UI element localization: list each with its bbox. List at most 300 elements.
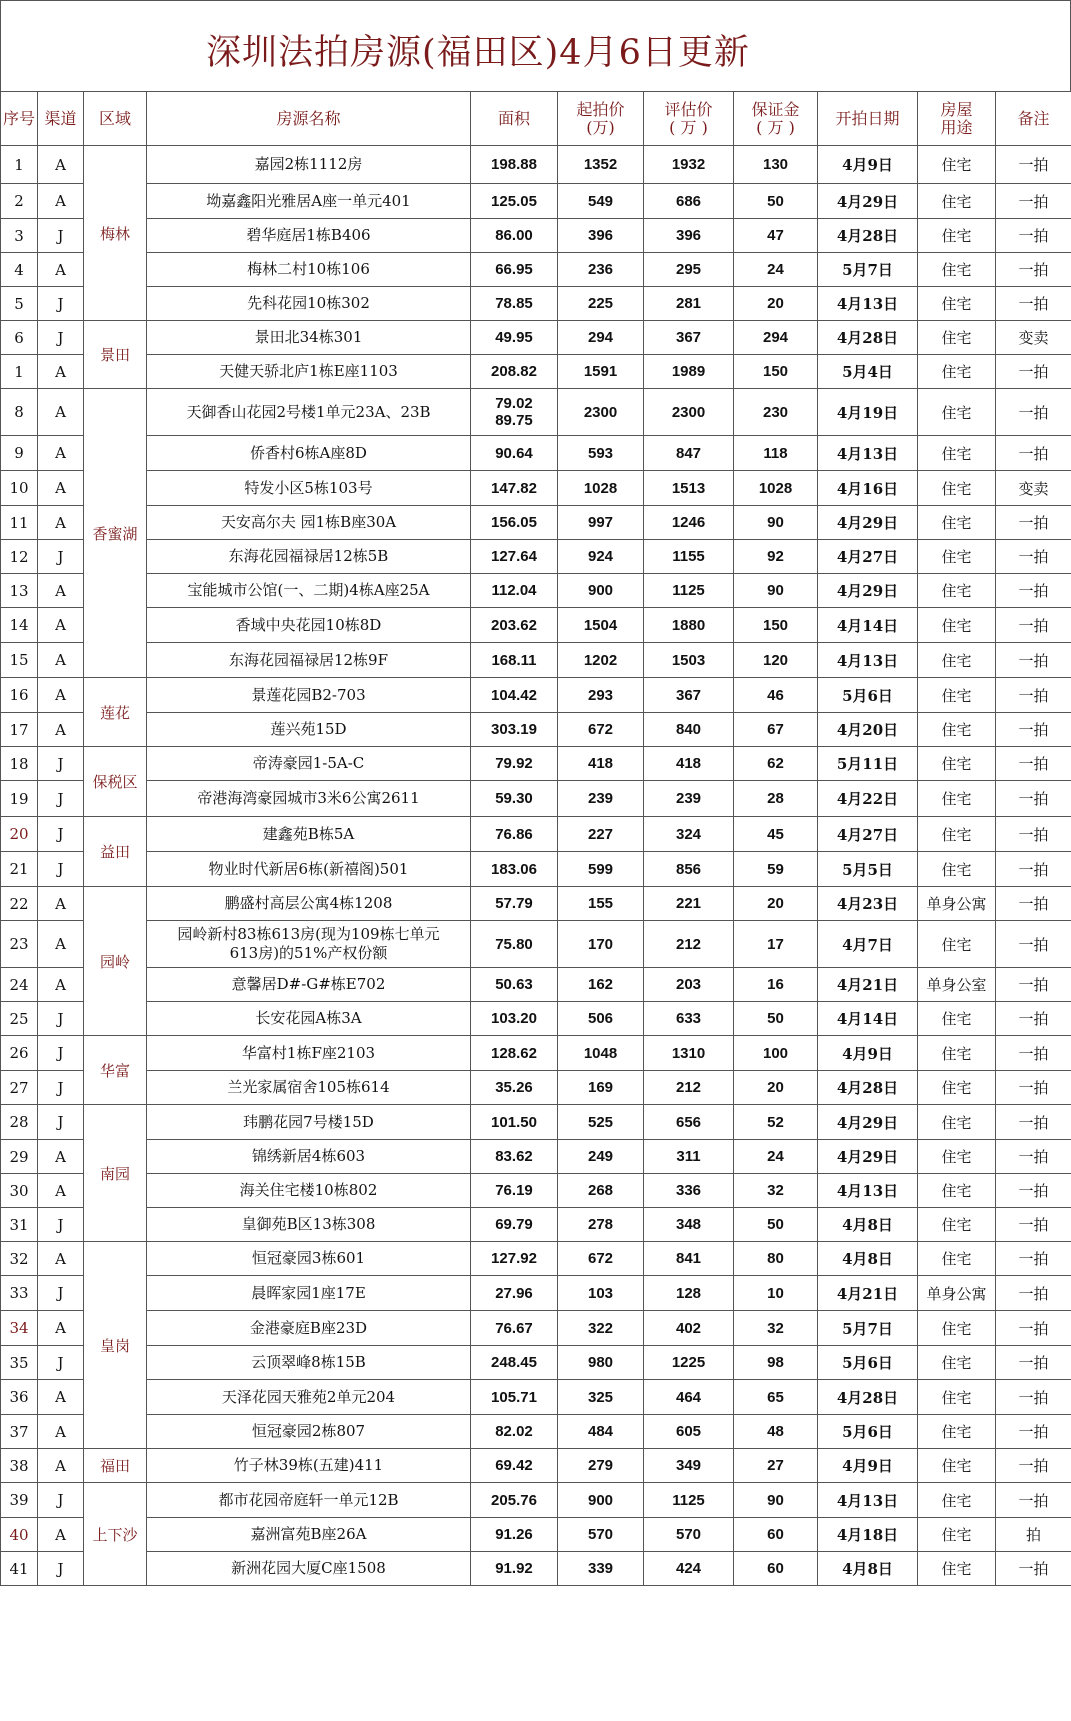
row-deposit: 130: [734, 146, 818, 184]
row-area: [471, 678, 558, 713]
row-index: 23: [1, 921, 38, 968]
row-area: [471, 574, 558, 608]
row-appraisal: 1125: [644, 574, 734, 608]
listing-body: [1, 146, 1071, 1586]
table-row: [1, 1483, 1071, 1518]
row-usage: 住宅: [918, 852, 996, 887]
row-start-price: 570: [558, 1518, 644, 1552]
row-area: [471, 1415, 558, 1449]
table-row: [1, 747, 1071, 781]
row-index: 16: [1, 678, 38, 713]
property-name-line: 华富村1栋F座2103: [241, 1043, 376, 1062]
row-appraisal: 221: [644, 887, 734, 921]
row-deposit: 118: [734, 436, 818, 471]
area-value: 105.71: [491, 1388, 537, 1406]
property-name-line: 晨晖家园1座17E: [251, 1283, 366, 1302]
row-area: [471, 887, 558, 921]
row-appraisal: 349: [644, 1449, 734, 1483]
table-row: [1, 887, 1071, 921]
row-appraisal: 686: [644, 184, 734, 219]
row-deposit: 50: [734, 184, 818, 219]
row-channel: J: [38, 1483, 84, 1518]
row-area: [471, 1036, 558, 1071]
header-deposit: [734, 92, 818, 146]
row-auction-date: 4月19日: [818, 389, 918, 436]
row-area: [471, 1449, 558, 1483]
row-auction-date: 4月23日: [818, 887, 918, 921]
row-index: 17: [1, 713, 38, 747]
row-area: [471, 921, 558, 968]
row-property-name: [147, 321, 471, 355]
table-row: [1, 219, 1071, 253]
row-auction-date: 4月7日: [818, 921, 918, 968]
row-note: 一拍: [996, 747, 1071, 781]
row-deposit: 120: [734, 643, 818, 678]
row-index: 2: [1, 184, 38, 219]
area-value: 76.19: [495, 1182, 533, 1199]
area-value: 103.20: [491, 1010, 537, 1027]
row-property-name: [147, 540, 471, 574]
row-deposit: 80: [734, 1242, 818, 1276]
area-value: 83.62: [495, 1148, 533, 1165]
row-deposit: 28: [734, 781, 818, 817]
row-usage: 住宅: [918, 1071, 996, 1105]
row-note: 一拍: [996, 506, 1071, 540]
row-start-price: 322: [558, 1311, 644, 1346]
row-start-price: 396: [558, 219, 644, 253]
row-index: 4: [1, 253, 38, 287]
area-value: 127.64: [491, 548, 537, 565]
property-name-line: 宝能城市公馆(一、二期)4栋A座25A: [187, 581, 430, 599]
row-property-name: [147, 1002, 471, 1036]
row-channel: A: [38, 506, 84, 540]
row-auction-date: 4月29日: [818, 184, 918, 219]
row-area: [471, 1380, 558, 1415]
row-property-name: [147, 253, 471, 287]
row-start-price: 239: [558, 781, 644, 817]
property-name-line: 天御香山花园2号楼1单元23A、23B: [186, 402, 431, 421]
row-appraisal: 656: [644, 1105, 734, 1140]
district-cell: 香蜜湖: [84, 389, 147, 678]
row-area: [471, 1174, 558, 1208]
row-auction-date: 4月8日: [818, 1552, 918, 1586]
row-index: 26: [1, 1036, 38, 1071]
row-channel: A: [38, 713, 84, 747]
property-name-line: 先科花园10栋302: [247, 294, 370, 312]
property-name-line: 莲兴苑15D: [270, 720, 347, 738]
area-value: 90.64: [495, 444, 533, 462]
row-channel: J: [38, 219, 84, 253]
row-note: 一拍: [996, 146, 1071, 184]
row-area: [471, 506, 558, 540]
row-start-price: 279: [558, 1449, 644, 1483]
table-row: [1, 608, 1071, 643]
row-deposit: 48: [734, 1415, 818, 1449]
row-start-price: 249: [558, 1140, 644, 1174]
row-appraisal: 841: [644, 1242, 734, 1276]
row-auction-date: 4月9日: [818, 1449, 918, 1483]
property-name-line: 兰光家属宿舍105栋614: [227, 1078, 390, 1096]
row-appraisal: 295: [644, 253, 734, 287]
district-cell: 华富: [84, 1036, 147, 1105]
property-name-line: 意馨居D#-G#栋E702: [231, 975, 386, 993]
row-usage: 住宅: [918, 1415, 996, 1449]
row-usage: 住宅: [918, 506, 996, 540]
row-note: 一拍: [996, 1552, 1071, 1586]
row-property-name: [147, 1208, 471, 1242]
row-channel: J: [38, 1276, 84, 1311]
header-name: 房源名称: [147, 92, 471, 146]
row-auction-date: 5月7日: [818, 1311, 918, 1346]
row-note: 变卖: [996, 321, 1071, 355]
header-deposit-line2: ( 万 ): [756, 117, 795, 137]
row-auction-date: 4月22日: [818, 781, 918, 817]
row-auction-date: 4月14日: [818, 1002, 918, 1036]
row-index: 33: [1, 1276, 38, 1311]
row-area: [471, 1242, 558, 1276]
row-start-price: 900: [558, 1483, 644, 1518]
header-row: [1, 92, 1071, 146]
property-name-line: 玮鹏花园7号楼15D: [243, 1112, 374, 1131]
row-index: 34: [1, 1311, 38, 1346]
row-deposit: 20: [734, 1071, 818, 1105]
row-appraisal: 605: [644, 1415, 734, 1449]
row-note: 一拍: [996, 1380, 1071, 1415]
row-appraisal: 212: [644, 921, 734, 968]
district-cell: 园岭: [84, 887, 147, 1036]
row-property-name: [147, 1036, 471, 1071]
row-property-name: [147, 1276, 471, 1311]
area-value: 168.11: [491, 651, 537, 669]
row-channel: A: [38, 1174, 84, 1208]
row-start-price: 900: [558, 574, 644, 608]
row-usage: 住宅: [918, 540, 996, 574]
row-channel: J: [38, 1105, 84, 1140]
row-usage: 单身公寓: [918, 1276, 996, 1311]
row-start-price: 1202: [558, 643, 644, 678]
row-channel: A: [38, 921, 84, 968]
row-note: 一拍: [996, 1346, 1071, 1380]
title-bar: [0, 0, 1071, 91]
district-cell: 梅林: [84, 146, 147, 321]
row-appraisal: 1513: [644, 471, 734, 506]
row-deposit: 20: [734, 287, 818, 321]
row-start-price: 170: [558, 921, 644, 968]
table-row: [1, 1002, 1071, 1036]
row-index: 24: [1, 968, 38, 1002]
row-channel: J: [38, 817, 84, 852]
row-usage: 住宅: [918, 1346, 996, 1380]
row-index: 32: [1, 1242, 38, 1276]
row-area: [471, 287, 558, 321]
row-usage: 住宅: [918, 436, 996, 471]
row-channel: A: [38, 253, 84, 287]
table-row: [1, 678, 1071, 713]
row-deposit: 90: [734, 506, 818, 540]
row-auction-date: 4月8日: [818, 1208, 918, 1242]
row-appraisal: 424: [644, 1552, 734, 1586]
row-channel: A: [38, 1242, 84, 1276]
area-value: 91.92: [495, 1560, 533, 1577]
row-index: 11: [1, 506, 38, 540]
row-appraisal: 324: [644, 817, 734, 852]
row-property-name: [147, 1140, 471, 1174]
row-deposit: 1028: [734, 471, 818, 506]
table-row: [1, 146, 1071, 184]
row-channel: A: [38, 1311, 84, 1346]
row-index: 19: [1, 781, 38, 817]
property-name-line: 新洲花园大厦C座1508: [231, 1559, 386, 1577]
row-index: 40: [1, 1518, 38, 1552]
row-appraisal: 212: [644, 1071, 734, 1105]
row-deposit: 10: [734, 1276, 818, 1311]
row-auction-date: 4月14日: [818, 608, 918, 643]
row-channel: A: [38, 643, 84, 678]
row-area: [471, 1346, 558, 1380]
row-start-price: 980: [558, 1346, 644, 1380]
row-area: [471, 747, 558, 781]
row-note: 一拍: [996, 1174, 1071, 1208]
row-index: 14: [1, 608, 38, 643]
row-appraisal: 396: [644, 219, 734, 253]
row-start-price: 599: [558, 852, 644, 887]
property-name-line: 侨香村6栋A座8D: [250, 443, 367, 462]
row-channel: A: [38, 146, 84, 184]
area-value: 35.26: [495, 1079, 533, 1096]
area-value: 76.67: [495, 1319, 533, 1337]
row-auction-date: 4月16日: [818, 471, 918, 506]
header-channel: 渠道: [38, 92, 84, 146]
area-value: 49.95: [495, 329, 533, 346]
listing-table: [0, 91, 1071, 1586]
row-appraisal: 847: [644, 436, 734, 471]
row-property-name: [147, 1346, 471, 1380]
area-value: 104.42: [491, 686, 537, 704]
table-row: [1, 471, 1071, 506]
property-name-line: 景莲花园B2-703: [251, 685, 366, 704]
row-usage: 住宅: [918, 1311, 996, 1346]
table-row: [1, 781, 1071, 817]
row-usage: 住宅: [918, 1518, 996, 1552]
row-auction-date: 4月29日: [818, 506, 918, 540]
header-appraisal-line2: ( 万 ): [669, 117, 708, 137]
row-usage: 住宅: [918, 1242, 996, 1276]
row-deposit: 60: [734, 1518, 818, 1552]
row-start-price: 672: [558, 1242, 644, 1276]
header-district: 区域: [84, 92, 147, 146]
row-deposit: 45: [734, 817, 818, 852]
row-deposit: 67: [734, 713, 818, 747]
property-name-line: 嘉园2栋1112房: [254, 155, 363, 173]
row-index: 3: [1, 219, 38, 253]
row-deposit: 17: [734, 921, 818, 968]
row-note: 拍: [996, 1518, 1071, 1552]
row-index: 5: [1, 287, 38, 321]
row-area: [471, 1071, 558, 1105]
row-note: 一拍: [996, 1483, 1071, 1518]
area-value: 79.92: [495, 755, 533, 772]
row-index: 30: [1, 1174, 38, 1208]
row-property-name: [147, 608, 471, 643]
row-index: 1: [1, 146, 38, 184]
table-row: [1, 389, 1071, 436]
row-channel: J: [38, 321, 84, 355]
property-name-line: 东海花园福禄居12栋9F: [228, 650, 389, 669]
row-deposit: 27: [734, 1449, 818, 1483]
property-name-line: 都市花园帝庭轩一单元12B: [218, 1490, 399, 1509]
table-row: [1, 921, 1071, 968]
header-appraisal-line1: 评估价: [664, 99, 713, 119]
row-area: [471, 184, 558, 219]
row-index: 8: [1, 389, 38, 436]
row-auction-date: 4月13日: [818, 436, 918, 471]
property-name-line: 天安高尔夫 园1栋B座30A: [220, 513, 397, 531]
row-property-name: [147, 678, 471, 713]
row-note: 一拍: [996, 1311, 1071, 1346]
row-property-name: [147, 287, 471, 321]
row-appraisal: 402: [644, 1311, 734, 1346]
row-note: 一拍: [996, 713, 1071, 747]
row-start-price: 225: [558, 287, 644, 321]
row-auction-date: 4月9日: [818, 146, 918, 184]
table-row: [1, 321, 1071, 355]
row-start-price: 103: [558, 1276, 644, 1311]
table-row: [1, 574, 1071, 608]
row-appraisal: 418: [644, 747, 734, 781]
row-index: 18: [1, 747, 38, 781]
row-area: [471, 968, 558, 1002]
row-area: [471, 253, 558, 287]
row-note: 一拍: [996, 1071, 1071, 1105]
row-deposit: 20: [734, 887, 818, 921]
row-channel: A: [38, 608, 84, 643]
row-auction-date: 4月20日: [818, 713, 918, 747]
row-start-price: 1028: [558, 471, 644, 506]
row-property-name: [147, 781, 471, 817]
property-name-line: 锦绣新居4栋603: [251, 1147, 366, 1165]
row-start-price: 484: [558, 1415, 644, 1449]
row-property-name: [147, 146, 471, 184]
district-cell: 上下沙: [84, 1483, 147, 1586]
row-note: 一拍: [996, 1140, 1071, 1174]
row-start-price: 1048: [558, 1036, 644, 1071]
row-start-price: 2300: [558, 389, 644, 436]
table-row: [1, 1380, 1071, 1415]
row-property-name: [147, 1449, 471, 1483]
table-row: [1, 1174, 1071, 1208]
row-auction-date: 4月13日: [818, 287, 918, 321]
row-usage: 住宅: [918, 1140, 996, 1174]
row-usage: 住宅: [918, 781, 996, 817]
property-name-line: 云顶翠峰8栋15B: [251, 1353, 366, 1371]
row-channel: A: [38, 355, 84, 389]
row-auction-date: 4月13日: [818, 1483, 918, 1518]
row-area: [471, 713, 558, 747]
row-note: 一拍: [996, 1449, 1071, 1483]
row-property-name: [147, 1242, 471, 1276]
property-name-line: 建鑫苑B栋5A: [262, 824, 355, 843]
property-name-line: 天健天骄北庐1栋E座1103: [219, 362, 398, 380]
area-value: 156.05: [491, 514, 537, 531]
row-deposit: 60: [734, 1552, 818, 1586]
row-property-name: [147, 852, 471, 887]
row-usage: 住宅: [918, 713, 996, 747]
row-property-name: [147, 747, 471, 781]
row-channel: A: [38, 968, 84, 1002]
row-usage: 住宅: [918, 1036, 996, 1071]
row-area: [471, 1276, 558, 1311]
row-index: 22: [1, 887, 38, 921]
row-start-price: 924: [558, 540, 644, 574]
row-auction-date: 4月9日: [818, 1036, 918, 1071]
table-row: [1, 1036, 1071, 1071]
row-channel: A: [38, 678, 84, 713]
row-deposit: 62: [734, 747, 818, 781]
row-channel: A: [38, 1380, 84, 1415]
row-channel: J: [38, 1036, 84, 1071]
row-index: 27: [1, 1071, 38, 1105]
district-cell: 皇岗: [84, 1242, 147, 1449]
row-property-name: [147, 1552, 471, 1586]
row-area: [471, 1140, 558, 1174]
row-appraisal: 1155: [644, 540, 734, 574]
row-property-name: [147, 1518, 471, 1552]
district-cell: 益田: [84, 817, 147, 887]
row-start-price: 236: [558, 253, 644, 287]
row-appraisal: 1310: [644, 1036, 734, 1071]
row-index: 1: [1, 355, 38, 389]
row-area: [471, 436, 558, 471]
header-date: 开拍日期: [818, 92, 918, 146]
area-value: 75.80: [495, 935, 533, 953]
table-row: [1, 817, 1071, 852]
row-note: 一拍: [996, 968, 1071, 1002]
row-auction-date: 5月4日: [818, 355, 918, 389]
property-name-line: 鹏盛村高层公寓4栋1208: [224, 894, 393, 912]
row-property-name: [147, 1174, 471, 1208]
row-property-name: [147, 1483, 471, 1518]
table-row: [1, 643, 1071, 678]
row-deposit: 32: [734, 1311, 818, 1346]
row-area: [471, 471, 558, 506]
row-auction-date: 4月18日: [818, 1518, 918, 1552]
row-note: 一拍: [996, 608, 1071, 643]
table-row: [1, 506, 1071, 540]
row-appraisal: 281: [644, 287, 734, 321]
row-usage: 住宅: [918, 1483, 996, 1518]
row-index: 29: [1, 1140, 38, 1174]
row-deposit: 24: [734, 1140, 818, 1174]
row-note: 一拍: [996, 355, 1071, 389]
property-name-line: 碧华庭居1栋B406: [246, 226, 371, 244]
row-index: 36: [1, 1380, 38, 1415]
row-auction-date: 4月13日: [818, 1174, 918, 1208]
row-index: 20: [1, 817, 38, 852]
row-area: [471, 1483, 558, 1518]
row-deposit: 65: [734, 1380, 818, 1415]
header-note: 备注: [996, 92, 1071, 146]
table-row: [1, 1552, 1071, 1586]
row-channel: A: [38, 1449, 84, 1483]
area-value: 91.26: [495, 1526, 533, 1543]
property-name-line: 海关住宅楼10栋802: [239, 1181, 378, 1199]
row-area: [471, 540, 558, 574]
row-index: 35: [1, 1346, 38, 1380]
row-note: 一拍: [996, 817, 1071, 852]
row-auction-date: 5月7日: [818, 253, 918, 287]
table-row: [1, 1276, 1071, 1311]
property-name-line: 特发小区5栋103号: [244, 478, 373, 497]
